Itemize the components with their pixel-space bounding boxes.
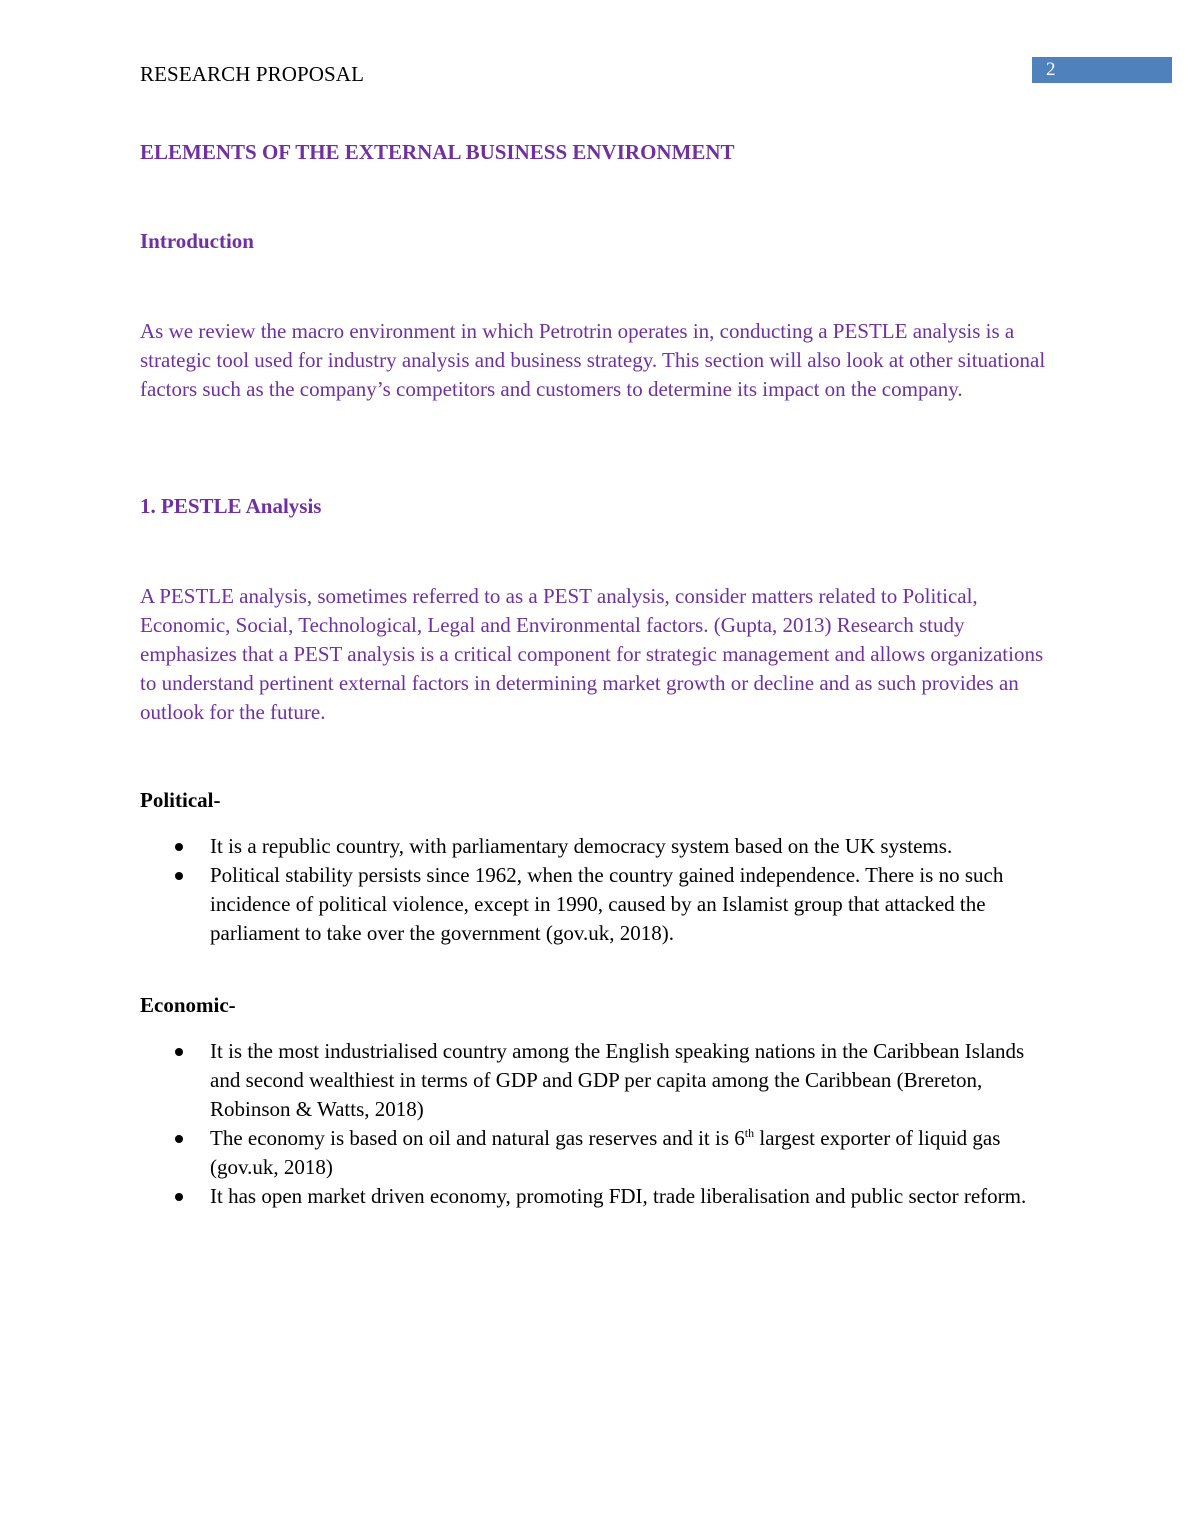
bullet-icon	[175, 1135, 183, 1143]
bullet-icon	[175, 872, 183, 880]
list-item	[140, 1037, 1055, 1124]
political-list	[140, 832, 1055, 948]
pestle-heading: 1. PESTLE Analysis	[140, 494, 322, 518]
header-title: RESEARCH PROPOSAL	[140, 62, 365, 86]
list-item	[140, 1124, 1055, 1182]
list-item	[140, 1182, 1055, 1211]
bullet-icon	[175, 1193, 183, 1201]
economic-heading: Economic-	[140, 993, 236, 1017]
list-item-text-after: largest exporter of liquid gas (gov.uk, 2018)	[210, 1126, 1001, 1179]
political-heading: Political-	[140, 788, 221, 812]
list-item-text: It has open market driven economy, promoting FDI, trade liberalisation and public sector reform.	[210, 1184, 1027, 1208]
page-number-badge: 2	[1032, 57, 1172, 83]
list-item-text-before: The economy is based on oil and natural gas reserves and it is 6	[210, 1126, 745, 1150]
list-item-text: Political stability persists since 1962, when the country gained independence. There is no such incidence of political violence, except in 1990, caused by an Islamist group that attacked the parliament to take over the government (gov.uk, 2018).	[210, 863, 1004, 945]
list-item-text: It is the most industrialised country among the English speaking nations in the Caribbean Islands and second wealthiest in terms of GDP and GDP per capita among the Caribbean (Brereton, Robinson & Watts, 2018)	[210, 1039, 1025, 1121]
pestle-paragraph: A PESTLE analysis, sometimes referred to as a PEST analysis, consider matters related to Political, Economic, Social, Technological, Legal and Environmental factors. (Gupta, 2013) Research study emphasizes that a PEST analysis is a critical component for strategic management and allows organizations to understand pertinent external factors in determining market growth or decline and as such provides an outlook for the future.	[140, 584, 1044, 724]
list-item	[140, 861, 1055, 948]
list-item-text: It is a republic country, with parliamentary democracy system based on the UK systems.	[210, 834, 953, 858]
bullet-icon	[175, 843, 183, 851]
introduction-heading: Introduction	[140, 229, 254, 253]
main-title: ELEMENTS OF THE EXTERNAL BUSINESS ENVIRONMENT	[140, 140, 735, 164]
list-item	[140, 832, 1055, 861]
economic-list	[140, 1037, 1055, 1211]
introduction-paragraph: As we review the macro environment in which Petrotrin operates in, conducting a PESTLE analysis is a strategic tool used for industry analysis and business strategy. This section will also look at other situational factors such as the company’s competitors and customers to determine its impact on the company.	[140, 319, 1046, 401]
bullet-icon	[175, 1048, 183, 1056]
ordinal-suffix: th	[744, 1126, 755, 1140]
